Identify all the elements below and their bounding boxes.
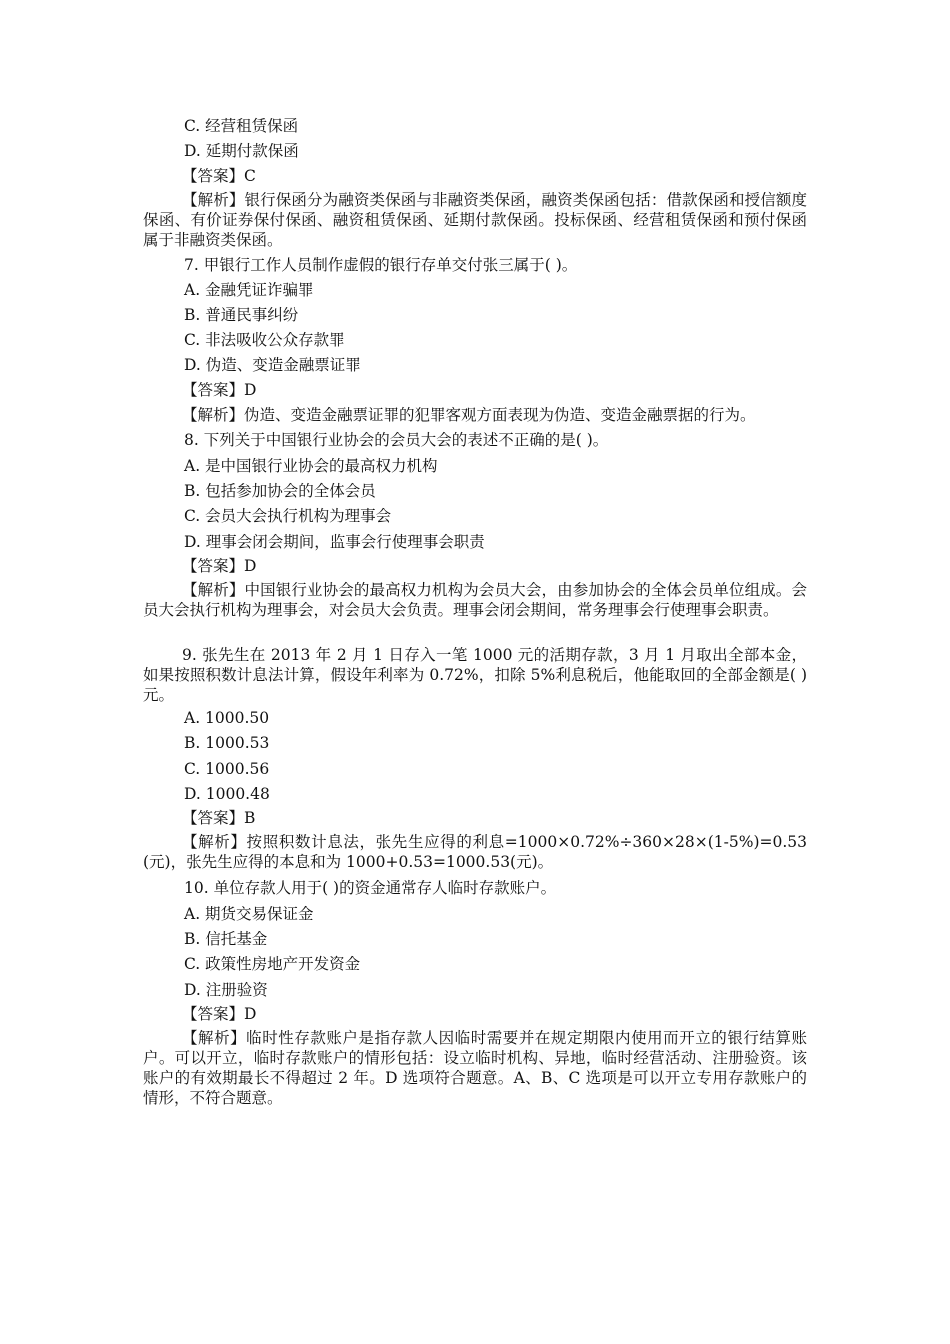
q10-question: 10. 单位存款人用于( )的资金通常存人临时存款账户。 <box>184 879 557 897</box>
q7-answer: 【答案】D <box>182 381 257 399</box>
q6-option-d: D. 延期付款保函 <box>184 142 299 160</box>
q9-option-b: B. 1000.53 <box>184 734 270 752</box>
q7-option-a: A. 金融凭证诈骗罪 <box>184 281 314 299</box>
q6-answer: 【答案】C <box>182 167 256 185</box>
q8-option-d: D. 理事会闭会期间，监事会行使理事会职责 <box>184 533 485 551</box>
q10-option-d: D. 注册验资 <box>184 981 268 999</box>
q9-option-c: C. 1000.56 <box>184 760 270 778</box>
q8-question: 8. 下列关于中国银行业协会的会员大会的表述不正确的是( )。 <box>184 431 609 449</box>
q8-option-c: C. 会员大会执行机构为理事会 <box>184 507 392 525</box>
q9-option-d: D. 1000.48 <box>184 785 270 803</box>
q10-option-a: A. 期货交易保证金 <box>184 905 314 923</box>
q7-question: 7. 甲银行工作人员制作虚假的银行存单交付张三属于( )。 <box>184 256 578 274</box>
q9-analysis: 【解析】按照积数计息法，张先生应得的利息=1000×0.72%÷360×28×(1-5%)=0.53(元)，张先生应得的本息和为 1000+0.53=1000.53(元)。 <box>143 833 807 871</box>
q6-option-c: C. 经营租赁保函 <box>184 117 299 135</box>
q9-option-a: A. 1000.50 <box>184 709 270 727</box>
q10-answer: 【答案】D <box>182 1005 257 1023</box>
q7-analysis: 【解析】伪造、变造金融票证罪的犯罪客观方面表现为伪造、变造金融票据的行为。 <box>182 406 756 424</box>
q8-option-a: A. 是中国银行业协会的最高权力机构 <box>184 457 438 475</box>
q9-question: 9. 张先生在 2013 年 2 月 1 日存入一笔 1000 元的活期存款，3 月 1 月取出全部本金，如果按照积数计息法计算，假设年利率为 0.72%，扣除 5%利息税后，他能取回的全部金额是( )元。 <box>143 646 807 704</box>
q7-option-c: C. 非法吸收公众存款罪 <box>184 331 345 349</box>
q6-analysis: 【解析】银行保函分为融资类保函与非融资类保函，融资类保函包括：借款保函和授信额度保函、有价证券保付保函、融资租赁保函、延期付款保函。投标保函、经营租赁保函和预付保函属于非融资类保函。 <box>143 191 807 249</box>
q10-option-c: C. 政策性房地产开发资金 <box>184 955 361 973</box>
q10-option-b: B. 信托基金 <box>184 930 268 948</box>
q8-answer: 【答案】D <box>182 557 257 575</box>
q9-answer: 【答案】B <box>182 809 256 827</box>
q8-option-b: B. 包括参加协会的全体会员 <box>184 482 376 500</box>
q10-analysis: 【解析】临时性存款账户是指存款人因临时需要并在规定期限内使用而开立的银行结算账户。可以开立，临时存款账户的情形包括：设立临时机构、异地，临时经营活动、注册验资。该账户的有效期最长不得超过 2 年。D 选项符合题意。A、B、C 选项是可以开立专用存款账户的情形，不符合题意。 <box>143 1029 807 1107</box>
q7-option-d: D. 伪造、变造金融票证罪 <box>184 356 361 374</box>
q8-analysis: 【解析】中国银行业协会的最高权力机构为会员大会，由参加协会的全体会员单位组成。会员大会执行机构为理事会，对会员大会负责。理事会闭会期间，常务理事会行使理事会职责。 <box>143 581 807 619</box>
q7-option-b: B. 普通民事纠纷 <box>184 306 299 324</box>
